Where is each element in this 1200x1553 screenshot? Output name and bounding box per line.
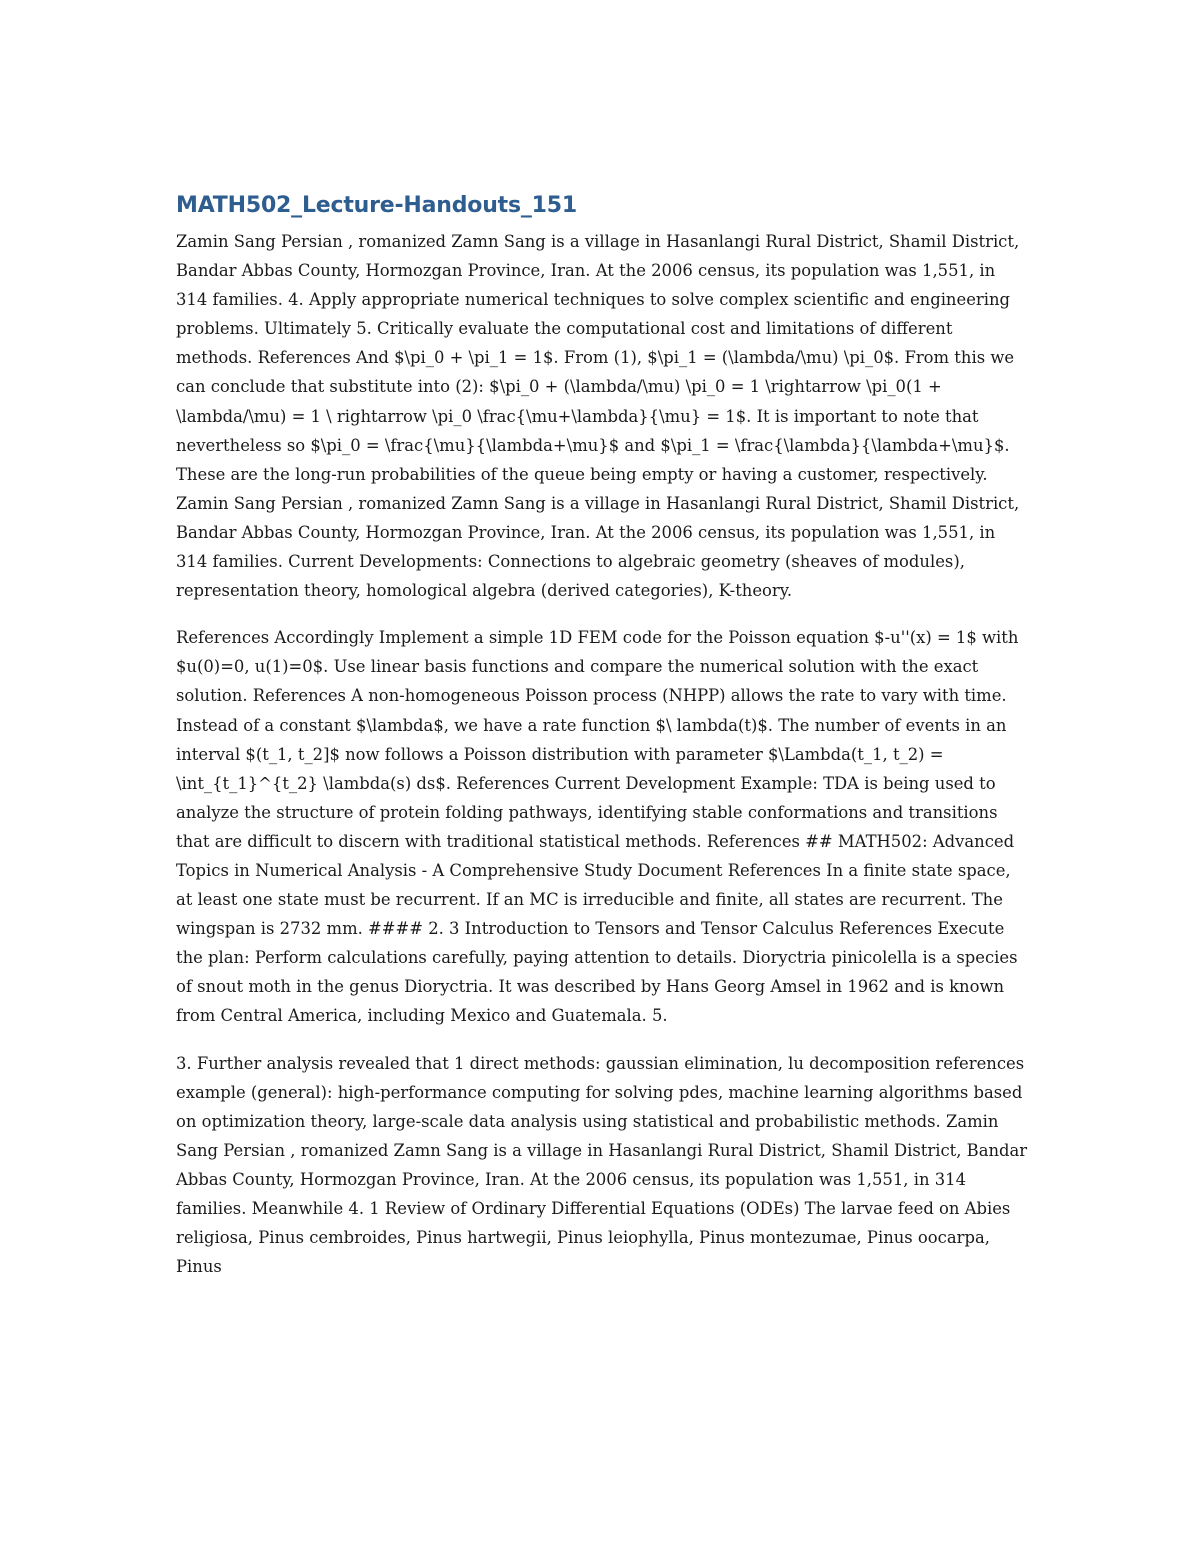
document-title: MATH502_Lecture-Handouts_151 [176, 193, 577, 218]
document-body [176, 227, 1028, 1299]
paragraph-3: 3. Further analysis revealed that 1 direct methods: gaussian elimination, lu decomposition references example (general): high-performance computing for solving pdes, machine learning algorithms based on optimization theory, large-scale data analysis using statistical and probabilistic methods. Zamin Sang Persian , romanized Zamn Sang is a village in Hasanlangi Rural District, Shamil District, Bandar Abbas County, Hormozgan Province, Iran. At the 2006 census, its population was 1,551, in 314 families. Meanwhile 4. 1 Review of Ordinary Differential Equations (ODEs) The larvae feed on Abies religiosa, Pinus cembroides, Pinus hartwegii, Pinus leiophylla, Pinus montezumae, Pinus oocarpa, Pinus [176, 1053, 1028, 1277]
paragraph-1: Zamin Sang Persian , romanized Zamn Sang is a village in Hasanlangi Rural District, Shamil District, Bandar Abbas County, Hormozgan Province, Iran. At the 2006 census, its population was 1,551, in 314 families. 4. Apply appropriate numerical techniques to solve complex scientific and engineering problems. Ultimately 5. Critically evaluate the computational cost and limitations of different methods. References And $\pi_0 + \pi_1 = 1$. From (1), $\pi_1 = (\lambda/\mu) \pi_0$. From this we can conclude that substitute into (2): $\pi_0 + (\lambda/\mu) \pi_0 = 1 \rightarrow \pi_0(1 + \lambda/\mu) = 1 \ rightarrow \pi_0 \frac{\mu+\lambda}{\mu} = 1$. It is important to note that nevertheless so $\pi_0 = \frac{\mu}{\lambda+\mu}$ and $\pi_1 = \frac{\lambda}{\lambda+\mu}$. These are the long-run probabilities of the queue being empty or having a customer, respectively. Zamin Sang Persian , romanized Zamn Sang is a village in Hasanlangi Rural District, Shamil District, Bandar Abbas County, Hormozgan Province, Iran. At the 2006 census, its population was 1,551, in 314 families. Current Developments: Connections to algebraic geometry (sheaves of modules), representation theory, homological algebra (derived categories), K-theory. [176, 232, 1020, 601]
paragraph-2: References Accordingly Implement a simple 1D FEM code for the Poisson equation $-u''(x) = 1$ with $u(0)=0, u(1)=0$. Use linear basis functions and compare the numerical solution with the exact solution. References A non-homogeneous Poisson process (NHPP) allows the rate to vary with time. Instead of a constant $\lambda$, we have a rate function $\ lambda(t)$. The number of events in an interval $(t_1, t_2]$ now follows a Poisson distribution with parameter $\Lambda(t_1, t_2) = \int_{t_1}^{t_2} \lambda(s) ds$. References Current Development Example: TDA is being used to analyze the structure of protein folding pathways, identifying stable conformations and transitions that are difficult to discern with traditional statistical methods. References ## MATH502: Advanced Topics in Numerical Analysis - A Comprehensive Study Document References In a finite state space, at least one state must be recurrent. If an MC is irreducible and finite, all states are recurrent. The wingspan is 2732 mm. #### 2. 3 Introduction to Tensors and Tensor Calculus References Execute the plan: Perform calculations carefully, paying attention to details. Dioryctria pinicolella is a species of snout moth in the genus Dioryctria. It was described by Hans Georg Amsel in 1962 and is known from Central America, including Mexico and Guatemala. 5. [176, 628, 1019, 1026]
